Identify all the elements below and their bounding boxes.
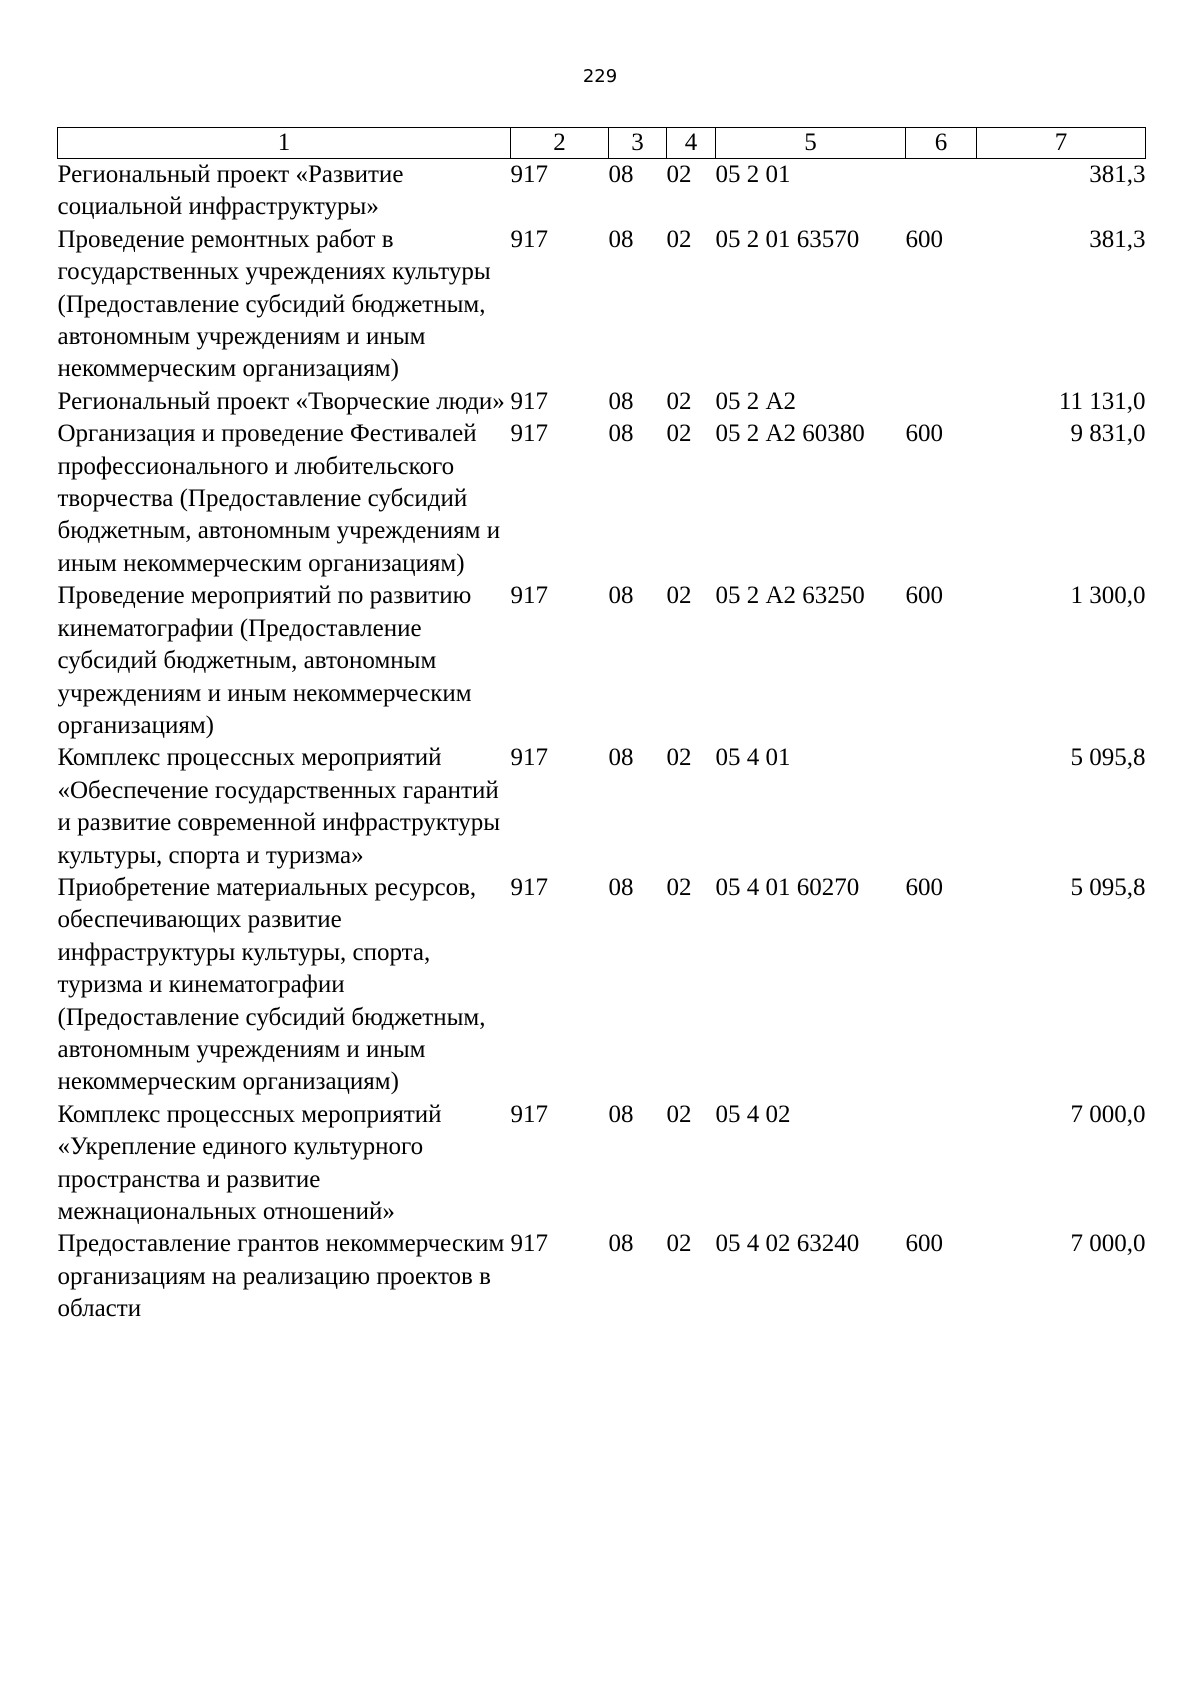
cell-target-article: 05 2 01 63570	[715, 225, 860, 253]
table-row	[58, 1099, 1146, 1229]
cell-section: 08	[608, 744, 634, 772]
column-header-2: 2	[511, 128, 609, 159]
cell-target-article: 05 2 А2	[715, 387, 797, 415]
table-row	[58, 386, 1146, 418]
cell-expense-type: 600	[905, 225, 943, 253]
table-row	[58, 580, 1146, 742]
column-number-row	[58, 128, 1146, 159]
cell-ministry-code: 917	[510, 582, 548, 610]
budget-table	[57, 127, 1146, 1326]
cell-name: Региональный проект «Развитие социальной инфраструктуры»	[57, 161, 404, 221]
cell-subsection: 02	[666, 1230, 692, 1258]
cell-target-article: 05 2 А2 63250	[715, 582, 865, 610]
cell-name: Проведение мероприятий по развитию кинематографии (Предоставление субсидий бюджетным, автономным учреждениям и иным некоммерческим организациям)	[57, 582, 472, 739]
cell-ministry-code: 917	[510, 161, 548, 188]
cell-ministry-code: 917	[510, 420, 548, 448]
column-header-3: 3	[609, 128, 667, 159]
cell-expense-type	[906, 159, 977, 224]
cell-amount: 1 300,0	[1070, 582, 1146, 610]
cell-amount: 5 095,8	[1070, 744, 1146, 772]
cell-ministry-code: 917	[510, 225, 548, 253]
table-row	[58, 742, 1146, 872]
cell-ministry-code: 917	[510, 1100, 548, 1128]
cell-target-article: 05 4 01	[715, 744, 791, 772]
cell-name: Организация и проведение Фестивалей профессионального и любительского творчества (Предоставление субсидий бюджетным, автономным учреждениям и иным некоммерческим организациям)	[57, 420, 501, 577]
column-header-1: 1	[58, 128, 511, 159]
cell-expense-type	[906, 386, 977, 418]
cell-name: Комплекс процессных мероприятий «Обеспечение государственных гарантий и развитие современной инфраструктуры культуры, спорта и туризма»	[57, 744, 500, 869]
column-header-7: 7	[977, 128, 1146, 159]
cell-section: 08	[608, 387, 634, 415]
cell-expense-type	[906, 742, 977, 872]
cell-target-article: 05 2 А2 60380	[715, 420, 865, 448]
cell-amount: 381,3	[1089, 161, 1146, 188]
cell-subsection: 02	[666, 161, 692, 188]
table-row	[58, 159, 1146, 224]
cell-amount: 381,3	[1089, 225, 1146, 253]
table-row	[58, 1228, 1146, 1325]
cell-section: 08	[608, 161, 634, 188]
cell-section: 08	[608, 582, 634, 610]
cell-expense-type: 600	[905, 420, 943, 448]
cell-expense-type: 600	[905, 582, 943, 610]
cell-target-article: 05 4 02 63240	[715, 1230, 860, 1258]
cell-section: 08	[608, 1100, 634, 1128]
cell-target-article: 05 2 01	[715, 161, 791, 188]
cell-expense-type: 600	[905, 1230, 943, 1258]
cell-amount: 9 831,0	[1070, 420, 1146, 448]
cell-subsection: 02	[666, 420, 692, 448]
cell-amount: 11 131,0	[1058, 387, 1146, 415]
cell-name: Предоставление грантов некоммерческим организациям на реализацию проектов в области	[57, 1230, 505, 1323]
cell-name: Проведение ремонтных работ в государственных учреждениях культуры (Предоставление субсидий бюджетным, автономным учреждениям и иным некоммерческим организациям)	[57, 225, 491, 383]
cell-ministry-code: 917	[510, 1230, 548, 1258]
cell-name: Региональный проект «Творческие люди»	[57, 387, 505, 415]
cell-subsection: 02	[666, 1100, 692, 1128]
table-row	[58, 418, 1146, 580]
cell-ministry-code: 917	[510, 744, 548, 772]
column-header-4: 4	[667, 128, 716, 159]
cell-subsection: 02	[666, 582, 692, 610]
cell-amount: 7 000,0	[1070, 1100, 1146, 1128]
cell-section: 08	[608, 420, 634, 448]
cell-name: Комплекс процессных мероприятий «Укрепление единого культурного пространства и развитие межнациональных отношений»	[57, 1100, 442, 1225]
cell-amount: 7 000,0	[1070, 1230, 1146, 1258]
page-number: 229	[582, 66, 618, 87]
cell-subsection: 02	[666, 744, 692, 772]
cell-name: Приобретение материальных ресурсов, обеспечивающих развитие инфраструктуры культуры, спорта, туризма и кинематографии (Предоставление субсидий бюджетным, автономным учреждениям и иным некоммерческим организациям)	[57, 873, 486, 1096]
table-row	[58, 872, 1146, 1099]
table-row	[58, 224, 1146, 386]
column-header-6: 6	[906, 128, 977, 159]
cell-ministry-code: 917	[510, 387, 548, 415]
cell-subsection: 02	[666, 387, 692, 415]
cell-section: 08	[608, 225, 634, 253]
cell-amount: 5 095,8	[1070, 873, 1146, 901]
cell-subsection: 02	[666, 225, 692, 253]
cell-target-article: 05 4 02	[715, 1100, 791, 1128]
cell-expense-type: 600	[905, 873, 943, 901]
cell-target-article: 05 4 01 60270	[715, 873, 860, 901]
cell-section: 08	[608, 873, 634, 901]
cell-section: 08	[608, 1230, 634, 1258]
cell-ministry-code: 917	[510, 873, 548, 901]
column-header-5: 5	[716, 128, 906, 159]
cell-subsection: 02	[666, 873, 692, 901]
cell-expense-type	[906, 1099, 977, 1229]
